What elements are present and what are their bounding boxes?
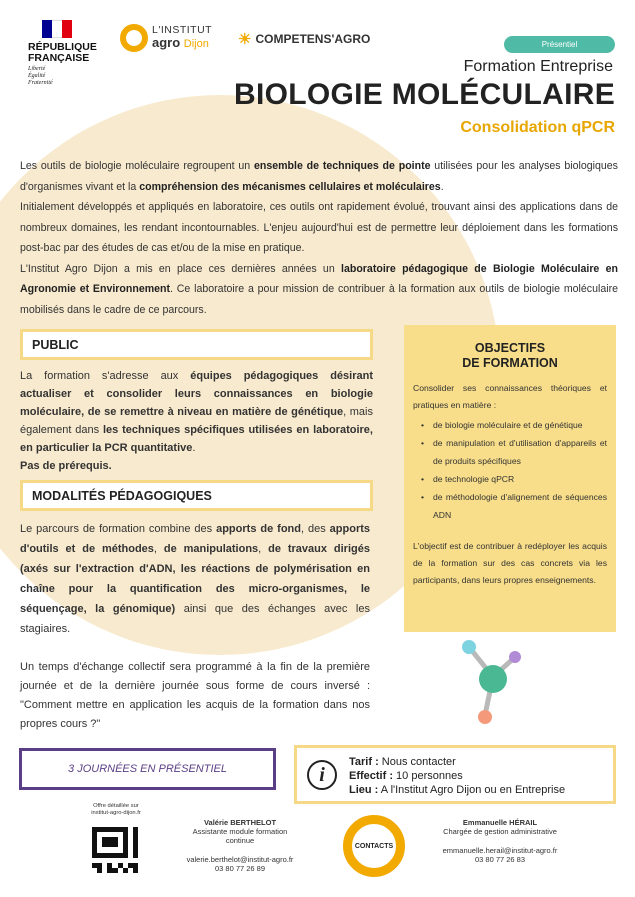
objectifs-conclusion: L'objectif est de contribuer à redéployer les acquis de la formation sur des cas concrets via les participants, dans leurs propres enseignements. — [413, 541, 607, 585]
contact-herail: Emmanuelle HÉRAIL Chargée de gestion administrative emmanuelle.herail@institut-agro.fr 03 80 77 26 83 — [425, 818, 575, 864]
lieu-line: Lieu : A l'Institut Agro Dijon ou en Entreprise — [349, 784, 566, 796]
objectifs-panel — [404, 325, 616, 632]
devise-2: Égalité — [28, 73, 46, 79]
effectif-line: Effectif : 10 personnes — [349, 770, 463, 782]
contacts-label: CONTACTS — [354, 842, 394, 850]
objectifs-heading: OBJECTIFS DE FORMATION — [462, 341, 558, 370]
info-box — [294, 745, 616, 804]
objectif-item: • de biologie moléculaire et de génétique — [413, 416, 607, 434]
contact-name: Emmanuelle HÉRAIL — [462, 818, 538, 827]
molecule-icon — [455, 635, 525, 730]
intro-paragraph-3: L'Institut Agro Dijon a mis en place ces dernières années un laboratoire pédagogique de Biologie Moléculaire en Agronomie et Environnement. Ce laboratoire a pour mission de contribuer à la formation aux outils de biologie moléculaire mobilisés dans le cadre de ce parcours. — [20, 262, 619, 316]
public-text: La formation s'adresse aux équipes pédagogiques désirant actualiser et consolider leurs connaissances en biologie moléculaire, de se remettre à niveau en matière de génétique, mais également dans les techniques spécifiques utilisées en laboratoire, en particulier la PCR quantitative. Pas de prérequis. — [20, 370, 373, 472]
contact-name: Valérie BERTHELOT — [203, 818, 277, 827]
devise-1: Liberté — [28, 66, 46, 72]
info-icon: i — [307, 760, 337, 790]
republique-francaise-logo — [28, 20, 108, 87]
republique-line2: FRANÇAISE — [28, 52, 90, 64]
duration-box: 3 JOURNÉES EN PRÉSENTIEL — [19, 748, 276, 790]
french-flag-icon — [42, 20, 72, 38]
republique-line1: RÉPUBLIQUE — [28, 41, 97, 53]
sun-icon: ☀ — [238, 31, 252, 48]
contact-berthelot: Valérie BERTHELOT Assistante module formation continue valerie.berthelot@institut-agro.fr 03 80 77 26 89 — [170, 818, 310, 873]
prerequis: Pas de prérequis. — [20, 460, 112, 472]
competens-label: COMPETENS'AGRO — [255, 32, 371, 46]
contact-email[interactable]: emmanuelle.herail@institut-agro.fr — [442, 846, 558, 855]
tarif-line: Tarif : Nous contacter — [349, 756, 456, 768]
institut-agro-logo — [120, 24, 212, 52]
modalites-text-2: Un temps d'échange collectif sera programmé à la fin de la première journée et de la dernière journée sous forme de cours inversé : "Comment mettre en application les acquis de la formation dans nos propres cours ?" — [20, 661, 370, 730]
competens-agro-logo — [238, 30, 370, 48]
objectifs-intro: Consolider ses connaissances théoriques et pratiques en matière : — [413, 383, 607, 410]
modalites-heading: MODALITÉS PÉDAGOGIQUES — [20, 480, 373, 511]
institut-agro-q-icon — [120, 24, 148, 52]
presentiel-badge: Présentiel — [504, 36, 615, 53]
devise-3: Fraternité — [28, 80, 53, 86]
contact-email[interactable]: valerie.berthelot@institut-agro.fr — [186, 855, 294, 864]
page-tagline: Consolidation qPCR — [460, 119, 615, 136]
qr-code[interactable] — [92, 827, 138, 873]
contact-phone: 03 80 77 26 83 — [474, 855, 526, 864]
page-title: BIOLOGIE MOLÉCULAIRE — [234, 78, 615, 111]
institut-line2: agro — [152, 35, 181, 50]
objectif-item: • de méthodologie d'alignement de séquences ADN — [413, 488, 607, 524]
contact-phone: 03 80 77 26 89 — [214, 864, 266, 873]
contacts-logo — [343, 815, 405, 877]
offre-link-text: Offre détaillée sur institut-agro-dijon.fr — [91, 803, 141, 816]
intro-section — [20, 156, 618, 320]
objectif-item: • de manipulation et d'utilisation d'appareils et de produits spécifiques — [413, 434, 607, 470]
objectif-item: • de technologie qPCR — [413, 470, 607, 488]
page-subtitle: Formation Entreprise — [463, 58, 613, 75]
institut-city: Dijon — [183, 38, 209, 50]
public-heading: PUBLIC — [20, 329, 373, 360]
modalites-text: Le parcours de formation combine des apports de fond, des apports d'outils et de méthodes, de manipulations, de travaux dirigés (axés sur l'extraction d'ADN, les réactions de polymérisation en chaîne pour la quantification des micro-organismes, le séquençage, la génomique) ainsi que des échanges avec les stagiaires. — [20, 523, 371, 635]
intro-paragraph-2: Initialement développés et appliqués en laboratoire, ces outils ont rapidement évolué, trouvant ainsi des applications dans de nombreux domaines, les rendant incontournables. L'enjeu aujourd'hui est de permettre leur déploiement dans les formations post-bac par des études de cas et/ou de la mise en pratique. — [20, 201, 618, 254]
objectifs-list — [413, 416, 607, 524]
intro-paragraph-1: Les outils de biologie moléculaire regroupent un ensemble de techniques de pointe utilisées pour les analyses biologiques d'organismes vivant et la compréhension des mécanismes cellulaires et moléculaires. — [20, 160, 618, 193]
institut-line1: L'INSTITUT — [152, 24, 213, 36]
